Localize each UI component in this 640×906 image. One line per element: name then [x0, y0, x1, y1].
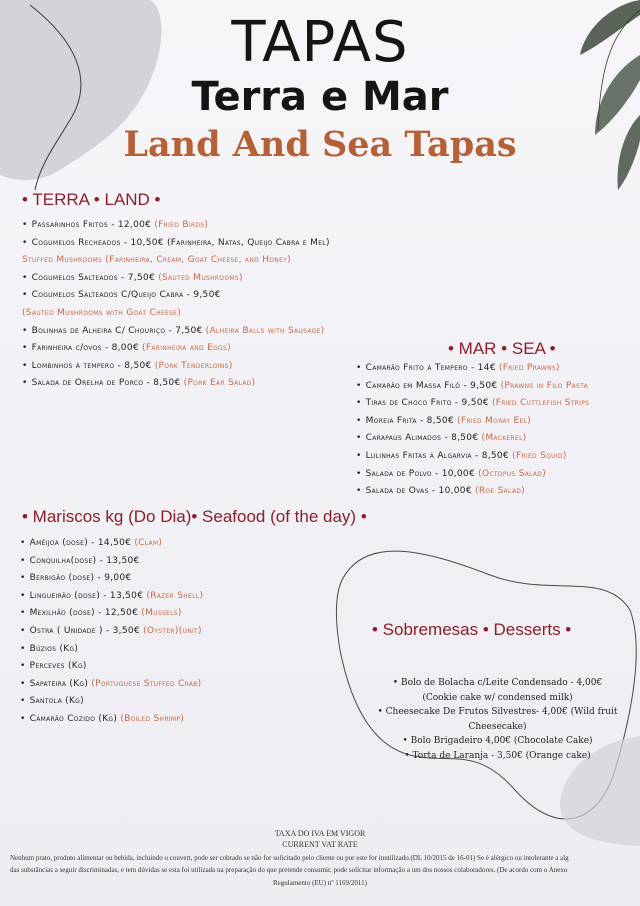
- menu-item-text: Camarão em Massa Filó - 9,50€: [365, 380, 498, 391]
- menu-item-translation: (Sauted Mushrooms): [155, 272, 243, 283]
- menu-item-translation: (Oyster)(unit): [139, 625, 202, 636]
- menu-item: [20, 711, 203, 729]
- menu-item-text: Cogumelos Salteados - 7,50€: [31, 272, 156, 283]
- bullet-icon: •: [20, 696, 26, 707]
- bullet-icon: •: [356, 486, 362, 497]
- menu-item: [20, 676, 203, 694]
- menu-item-text: Santola (Kg): [29, 696, 84, 707]
- menu-item: [22, 252, 330, 270]
- menu-item-translation: (Prawns in Filo Pasta: [497, 380, 589, 391]
- menu-item: [20, 553, 203, 571]
- menu-item: [356, 395, 589, 413]
- menu-item-text: Moreia Frita - 8,50€: [365, 415, 454, 426]
- menu-item-text: Tiras de Choco Frito - 9,50€: [365, 398, 489, 409]
- bullet-icon: •: [20, 713, 26, 724]
- bullet-icon: •: [356, 380, 362, 391]
- section-heading-seafood: • Mariscos kg (Do Dia)• Seafood (of the day) •: [22, 507, 367, 526]
- menu-item-text: Passarinhos Fritos - 12,00€: [31, 220, 152, 230]
- menu-item: [22, 323, 330, 341]
- bullet-icon: •: [22, 220, 28, 230]
- vat-label-en: CURRENT VAT RATE: [282, 840, 358, 849]
- menu-item-text: Lingueirão (dose) - 13,50€: [29, 590, 144, 601]
- menu-item-text: Ostra ( Unidade ) - 3,50€: [29, 625, 140, 636]
- menu-item-translation: (Boiled Shrimp): [117, 713, 185, 724]
- dessert-item: (Cookie cake w/ condensed milk): [422, 692, 573, 703]
- menu-item: [356, 466, 589, 484]
- menu-item-translation: (Pork Ear Salad): [180, 378, 256, 389]
- bullet-icon: •: [356, 450, 362, 461]
- menu-item-translation: (Alheira Balls with Sausage): [202, 325, 325, 336]
- menu-item-text: Farinheira c/ovos - 8,00€: [31, 343, 139, 354]
- menu-item-text: Lombinhos á tempero - 8,50€: [31, 360, 152, 371]
- menu-item-text: Mexilhão (dose) - 12,50€: [29, 608, 139, 619]
- bullet-icon: •: [356, 433, 362, 444]
- menu-item-text: (Sauted Mushrooms with Goat Cheese): [22, 307, 182, 318]
- menu-item-text: Bolinhas de Alheira C/ Chouriço - 7,50€: [31, 325, 203, 336]
- menu-item: [22, 270, 330, 288]
- menu-item: [20, 693, 203, 711]
- menu-item-translation: (Fried Birds): [151, 220, 209, 230]
- menu-item-text: Stuffed Mushrooms (Farinheira, Cream, Goat Cheese, and Honey): [22, 255, 291, 266]
- menu-item-translation: (Roe Salad): [471, 486, 525, 497]
- bullet-icon: •: [20, 625, 26, 636]
- menu-item-text: Carapaus Alimados - 8,50€: [365, 433, 479, 444]
- bullet-icon: •: [20, 573, 26, 584]
- page-subtitle-english: Land And Sea Tapas: [123, 124, 517, 165]
- menu-item-text: Camarão Frito á Tempero - 14€: [365, 363, 496, 373]
- menu-item: [20, 605, 203, 623]
- section-heading-land: • TERRA • LAND •: [22, 190, 161, 209]
- menu-item-translation: (Mackerel): [478, 433, 527, 444]
- menu-item-text: Sapateira (Kg): [29, 678, 89, 689]
- bullet-icon: •: [20, 608, 26, 619]
- bullet-icon: •: [356, 398, 362, 409]
- menu-item: [22, 287, 330, 305]
- menu-item: [22, 375, 330, 393]
- bullet-icon: •: [22, 343, 28, 354]
- menu-item-translation: (Farinheira and Eggs): [138, 343, 231, 354]
- menu-item: [20, 570, 203, 588]
- menu-item: [22, 340, 330, 358]
- bullet-icon: •: [20, 555, 26, 566]
- menu-item-translation: (Fried Squid): [508, 450, 567, 461]
- menu-item-translation: (Portuguese Stuffed Crab): [88, 678, 202, 689]
- menu-item: [356, 378, 589, 396]
- bullet-icon: •: [20, 678, 26, 689]
- menu-item-text: Cogumelos Salteados C/Queijo Cabra - 9,50€: [31, 290, 221, 301]
- menu-item-text: Salada de Polvo - 10,00€: [365, 468, 475, 479]
- legal-notice-line-2: das substâncias a seguir discriminadas, e tem dúvidas se esta foi utilizada na preparação do que pretende consumir, pode solicitar informação a um dos nossos colaboradores. (De acordo com o Anexo: [10, 866, 568, 874]
- menu-item-translation: (Mussels): [138, 608, 182, 619]
- bullet-icon: •: [356, 468, 362, 479]
- page-subtitle: Terra e Mar: [191, 74, 449, 120]
- dessert-item: • Bolo Brigadeiro 4,00€ (Chocolate Cake): [402, 736, 593, 747]
- menu-item: [20, 535, 203, 553]
- menu-item-text: Salada de Ovas - 10,00€: [365, 486, 472, 497]
- bullet-icon: •: [20, 590, 26, 601]
- menu-item-translation: (Clam): [131, 538, 163, 548]
- page-title: TAPAS: [231, 10, 409, 75]
- menu-item: [22, 358, 330, 376]
- land-items-list: [22, 217, 330, 393]
- vat-label-pt: TAXA DO IVA EM VIGOR: [274, 829, 366, 838]
- section-heading-desserts: • Sobremesas • Desserts •: [372, 620, 572, 639]
- dessert-item: • Bolo de Bolacha c/Leite Condensado - 4,00€: [392, 678, 603, 688]
- dessert-item: • Cheesecake De Frutos Silvestres- 4,00€ (Wild fruit Cheesecake): [377, 707, 618, 732]
- bullet-icon: •: [22, 290, 28, 301]
- menu-item-text: Conquilha(dose) - 13,50€: [29, 555, 140, 566]
- bullet-icon: •: [20, 538, 26, 548]
- section-heading-sea: • MAR • SEA •: [448, 339, 556, 358]
- menu-item-text: Perceves (Kg): [29, 661, 87, 672]
- bullet-icon: •: [22, 360, 28, 371]
- menu-item-translation: (Pork Tenderloins): [151, 360, 233, 371]
- bullet-icon: •: [22, 325, 28, 336]
- menu-item: [20, 641, 203, 659]
- bullet-icon: •: [356, 415, 362, 426]
- menu-item: [356, 430, 589, 448]
- menu-item-translation: (Fried Moray Eel): [453, 415, 532, 426]
- menu-item: [20, 623, 203, 641]
- menu-item-translation: (Razer Shell): [143, 590, 204, 601]
- menu-item-text: Camarão Cozido (Kg): [29, 713, 118, 724]
- bullet-icon: •: [22, 378, 28, 389]
- footer: [0, 828, 640, 887]
- menu-item: [356, 413, 589, 431]
- menu-item: [22, 217, 330, 235]
- menu-item: [20, 588, 203, 606]
- desserts-list: [360, 676, 635, 764]
- menu-item: [356, 483, 589, 501]
- legal-notice-line-1: Nenhum prato, produto alimentar ou bebida, incluindo o couvert, pode ser cobrado se não for solicitado pelo cliente ou por este for inutilizado.(DL 10/2015 de 16-01) Se é alérgico ou intolerante a alg: [10, 854, 569, 862]
- bullet-icon: •: [20, 643, 26, 654]
- seafood-items-list: [20, 535, 203, 729]
- menu-item: [356, 360, 589, 378]
- menu-item-translation: (Fried Prawns): [495, 363, 560, 373]
- bullet-icon: •: [356, 363, 362, 373]
- menu-item: [20, 658, 203, 676]
- legal-notice-line-3: Regulamento (EU) nº 1169/2011): [273, 879, 367, 887]
- menu-item: [356, 448, 589, 466]
- menu-item-text: Búzios (Kg): [29, 643, 79, 654]
- dessert-item: • Torta de Laranja - 3,50€ (Orange cake): [404, 750, 591, 761]
- menu-item: [22, 235, 330, 253]
- menu-item-translation: (Fried Cuttlefish Strips: [488, 398, 590, 409]
- menu-item-text: Cogumelos Recheados - 10,50€ (Farinheira, Natas, Queijo Cabra e Mel): [31, 237, 330, 248]
- menu-item-text: Berbigão (dose) - 9,00€: [29, 573, 132, 584]
- menu-item-translation: (Octopus Salad): [474, 468, 547, 479]
- bullet-icon: •: [22, 237, 28, 248]
- menu-item-text: Lulinhas Fritas á Algarvia - 8,50€: [365, 450, 509, 461]
- menu-item-text: Amêijoa (dose) - 14,50€: [29, 538, 132, 548]
- sea-items-list: [356, 360, 589, 501]
- bullet-icon: •: [22, 272, 28, 283]
- bullet-icon: •: [20, 661, 26, 672]
- menu-item-text: Salada de Orelha de Porco - 8,50€: [31, 378, 181, 389]
- menu-item: [22, 305, 330, 323]
